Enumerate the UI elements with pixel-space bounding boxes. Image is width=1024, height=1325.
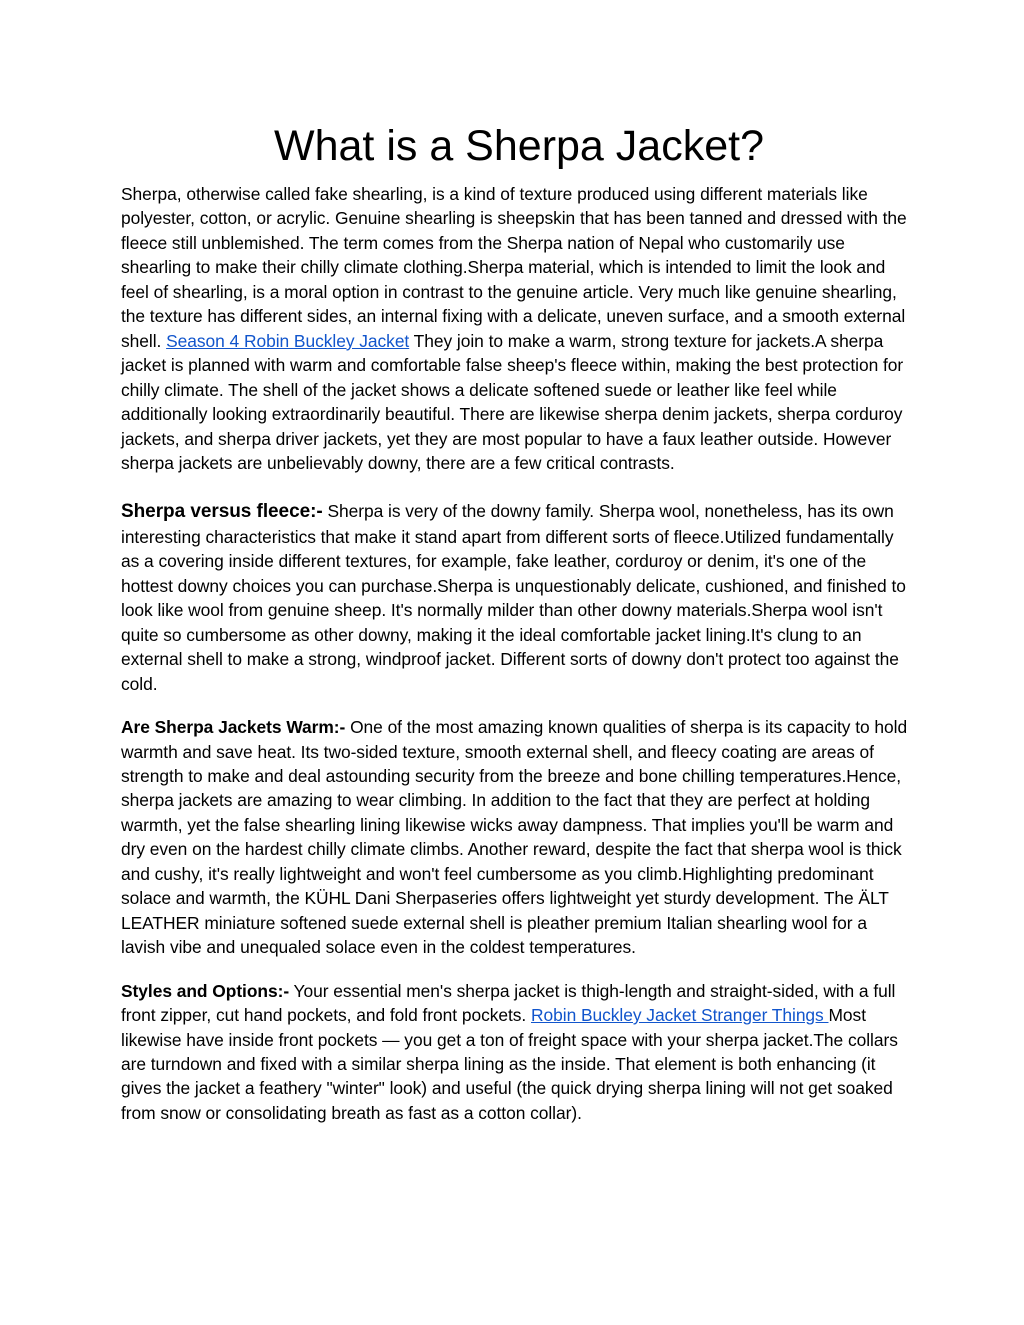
warm-body: One of the most amazing known qualities of sherpa is its capacity to hold warmth and save heat. Its two-sided texture, smooth external shell, and fleecy coating are areas of strength to make and deal astounding security from the breeze and bone chilling temperatures.Hence, sherpa jackets are amazing to wear climbing. In addition to the fact that they are perfect at holding warmth, yet the false shearling lining likewise wicks away dampness. That implies you'll be warm and dry even on the hardest chilly climate climbs. Another reward, despite the fact that sherpa wool is thick and cushy, it's really lightweight and won't feel cumbersome as you climb.Highlighting predominant solace and warmth, the KÜHL Dani Sherpaseries offers lightweight yet sturdy development. The ÄLT LEATHER miniature softened suede external shell is pleather premium Italian shearling wool for a lavish vibe and unequaled solace even in the coldest temperatures. <box>121 717 908 958</box>
styles-paragraph <box>121 979 911 1126</box>
styles-text-after-link: Most likewise have inside front pockets — you get a ton of freight space with your sherpa jacket.The collars are turndown and fixed with a similar sherpa lining as the inside. That element is both enhancing (it gives the jacket a feathery "winter" look) and useful (the quick drying sherpa lining will not get soaked from snow or consolidating breath as fast as a cotton collar). <box>121 1005 898 1123</box>
season-4-robin-buckley-jacket-link[interactable]: Season 4 Robin Buckley Jacket <box>166 330 410 351</box>
fleece-heading: Sherpa versus fleece:- <box>121 501 323 523</box>
intro-text-after-link: They join to make a warm, strong texture for jackets.A sherpa jacket is planned with warm and comfortable false sheep's fleece within, making the best protection for chilly climate. The shell of the jacket shows a delicate softened suede or leather like feel while additionally looking extraordinarily beautiful. There are likewise sherpa denim jackets, sherpa corduroy jackets, and sherpa driver jackets, yet they are most popular to have a faux leather outside. However sherpa jackets are unbelievably downy, there are a few critical contrasts. <box>121 330 904 473</box>
styles-heading: Styles and Options:- <box>121 980 290 1001</box>
intro-paragraph <box>121 182 911 475</box>
robin-buckley-jacket-stranger-things-link[interactable]: Robin Buckley Jacket Stranger Things <box>531 1005 829 1026</box>
document-page <box>121 118 911 1125</box>
intro-text-before-link: Sherpa, otherwise called fake shearling, is a kind of texture produced using different materials like polyester, cotton, or acrylic. Genuine shearling is sheepskin that has been tanned and dressed with the fleece still unblemished. The term comes from the Sherpa nation of Nepal who customarily use shearling to make their chilly climate clothing.Sherpa material, which is intended to limit the look and feel of shearling, is a moral option in contrast to the genuine article. Very much like genuine shearling, the texture has different sides, an internal fixing with a delicate, uneven surface, and a smooth external shell. <box>121 184 907 351</box>
warm-heading: Are Sherpa Jackets Warm:- <box>121 717 346 738</box>
page-title: What is a Sherpa Jacket? <box>274 122 764 170</box>
fleece-body: Sherpa is very of the downy family. Sherpa wool, nonetheless, has its own interesting characteristics that make it stand apart from different sorts of fleece.Utilized fundamentally as a covering inside different textures, for example, fake leather, corduroy or denim, it's one of the hottest downy choices you can purchase.Sherpa is unquestionably delicate, cushioned, and finished to look like wool from genuine sheep. It's normally milder than other downy materials.Sherpa wool isn't quite so cumbersome as other downy, making it the ideal comfortable jacket lining.It's clung to an external shell to make a strong, windproof jacket. Different sorts of downy don't protect too against the cold. <box>121 501 906 694</box>
styles-text-before-link: Your essential men's sherpa jacket is thigh-length and straight-sided, with a full front zipper, cut hand pockets, and fold front pockets. <box>121 980 896 1026</box>
warm-paragraph <box>121 715 911 960</box>
fleece-paragraph <box>121 499 911 696</box>
